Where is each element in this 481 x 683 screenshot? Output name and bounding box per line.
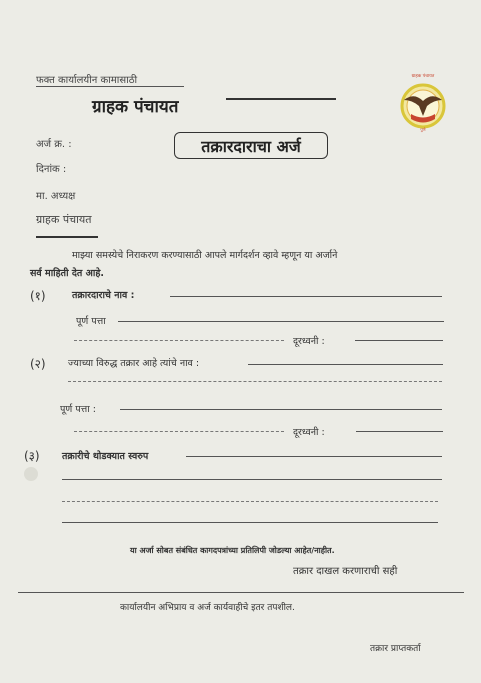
section-2-phone-line[interactable] xyxy=(356,431,443,432)
organization-logo xyxy=(398,70,448,138)
application-number-label: अर्ज क्र. : xyxy=(36,139,72,150)
section-1-label: तक्रारदाराचे नाव : xyxy=(72,290,135,301)
receiver-label: तक्रार प्राप्तकर्ता xyxy=(370,644,421,654)
page-title: ग्राहक पंचायत xyxy=(92,97,179,117)
section-2-number: (२) xyxy=(30,357,46,371)
section-2-address-label: पूर्ण पत्ता : xyxy=(60,404,96,415)
section-2-address-line-2[interactable] xyxy=(74,431,284,432)
organization-name: ग्राहक पंचायत xyxy=(36,213,92,226)
section-1-address-label: पूर्ण पत्ता xyxy=(76,316,106,327)
hole-punch-mark xyxy=(24,467,38,481)
section-1-name-line[interactable] xyxy=(170,296,442,297)
office-use-underline xyxy=(36,86,184,87)
office-use-label: फक्त कार्यालयीन कामासाठी xyxy=(36,75,138,86)
logo-top-text: ग्राहक पंचायत xyxy=(411,74,435,79)
section-2-label: ज्याच्या विरुद्ध तक्रार आहे त्यांचे नाव : xyxy=(68,358,200,369)
section-2-name-line[interactable] xyxy=(248,364,443,365)
section-1-phone-line[interactable] xyxy=(355,340,443,341)
addressee-label: मा. अध्यक्ष xyxy=(36,191,76,202)
section-3-line-1[interactable] xyxy=(186,456,442,457)
signature-label: तक्रार दाखल करणाराची सही xyxy=(293,566,398,577)
section-2-address-line[interactable] xyxy=(120,409,442,410)
section-3-line-4[interactable] xyxy=(62,522,438,523)
section-1-address-line-2[interactable] xyxy=(74,340,284,341)
section-2-phone-label: दूरध्वनी : xyxy=(293,427,325,438)
form-title-box: तक्रारदाराचा अर्ज xyxy=(174,132,328,159)
section-3-label: तक्रारीचे थोडक्यात स्वरुप xyxy=(62,451,149,462)
intro-line-1: माझ्या समस्येचे निराकरण करण्यासाठी आपले मार्गदर्शन व्हावे म्हणून या अर्जाने xyxy=(72,250,338,261)
footer-divider xyxy=(18,592,464,593)
section-2-name-line-2[interactable] xyxy=(68,381,442,382)
organization-underline xyxy=(36,236,98,238)
intro-line-2: सर्व माहिती देत आहे. xyxy=(30,268,104,279)
section-3-line-3[interactable] xyxy=(62,501,438,502)
date-label: दिनांक : xyxy=(36,164,67,175)
section-1-number: (१) xyxy=(30,289,46,303)
office-remarks-label: कार्यालयीन अभिप्राय व अर्ज कार्यवाहीचे इतर तपशील. xyxy=(120,603,295,613)
section-1-address-line[interactable] xyxy=(118,321,444,322)
section-3-number: (३) xyxy=(24,449,40,463)
title-underline xyxy=(226,98,336,100)
logo-bottom-text: पुणे xyxy=(420,127,426,132)
attachments-note: या अर्जा सोबत संबंधित कागदपत्रांच्या प्रतिलिपी जोडल्या आहेत/नाहीत. xyxy=(130,546,335,555)
section-1-phone-label: दूरध्वनी : xyxy=(293,336,325,347)
section-3-line-2[interactable] xyxy=(62,479,442,480)
